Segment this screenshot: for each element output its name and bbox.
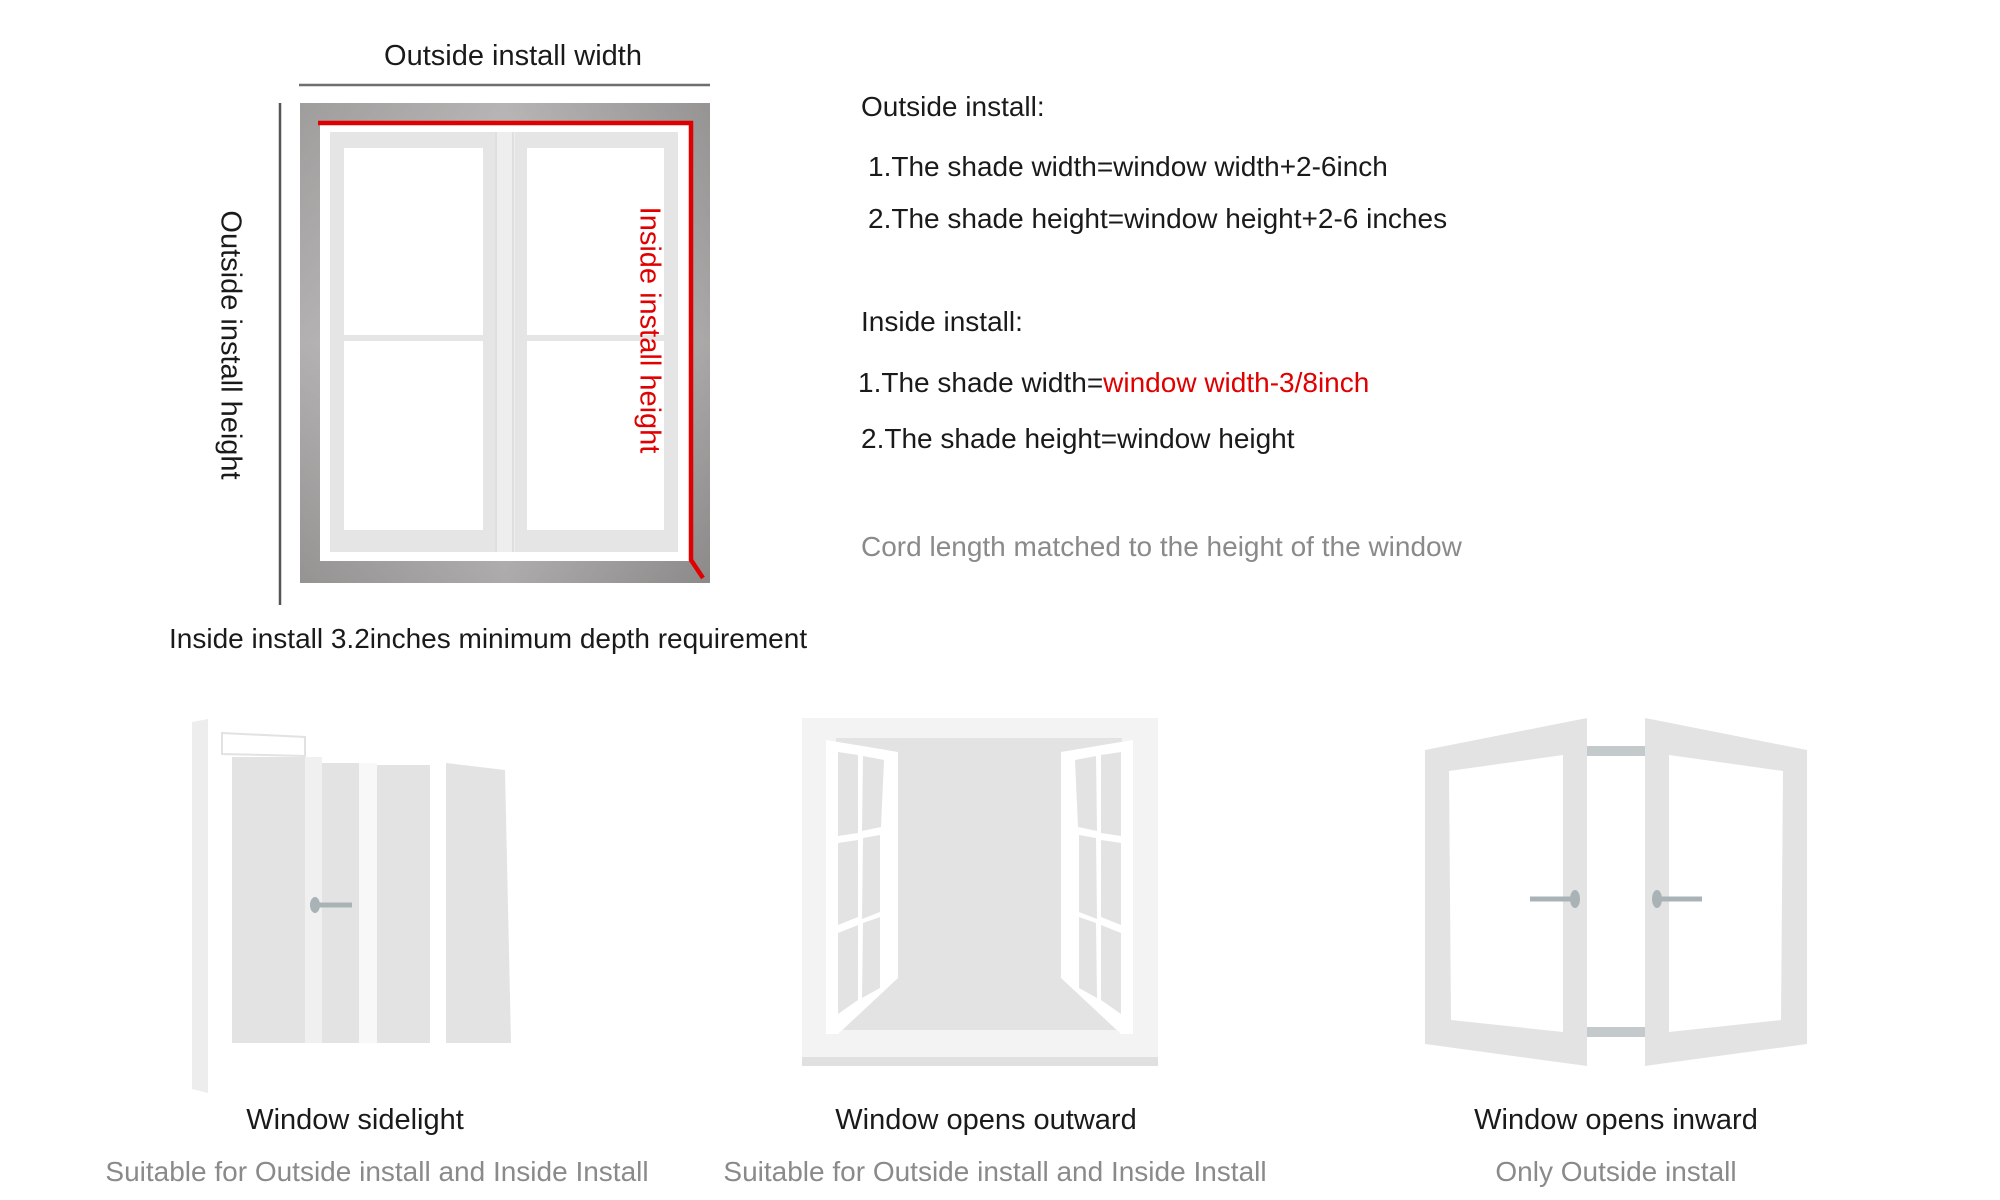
inside-height-rule: 2.The shade height=window height bbox=[861, 423, 1295, 454]
outside-install-title: Outside install: bbox=[861, 91, 1045, 122]
outside-width-rule: 1.The shade width=window width+2-6inch bbox=[868, 151, 1388, 182]
inside-width-prefix: 1.The shade width= bbox=[858, 367, 1104, 398]
outward-suitability: Suitable for Outside install and Inside Install bbox=[723, 1156, 1267, 1187]
cord-note: Cord length matched to the height of the window bbox=[861, 531, 1462, 562]
inward-title: Window opens inward bbox=[1474, 1104, 1758, 1136]
sidelight-title: Window sidelight bbox=[246, 1104, 464, 1136]
outside-height-label: Outside install height bbox=[214, 210, 247, 480]
depth-note: Inside install 3.2inches minimum depth requirement bbox=[169, 623, 808, 654]
inside-height-label: Inside install height bbox=[633, 206, 666, 454]
outward-title: Window opens outward bbox=[835, 1104, 1137, 1136]
inside-width-highlight: window width-3/8inch bbox=[1103, 367, 1370, 398]
outside-height-rule: 2.The shade height=window height+2-6 inches bbox=[868, 203, 1448, 234]
inside-install-title: Inside install: bbox=[861, 306, 1023, 337]
inward-suitability: Only Outside install bbox=[1495, 1156, 1737, 1187]
outside-width-label: Outside install width bbox=[384, 40, 642, 72]
sidelight-suitability: Suitable for Outside install and Inside Install bbox=[105, 1156, 649, 1187]
